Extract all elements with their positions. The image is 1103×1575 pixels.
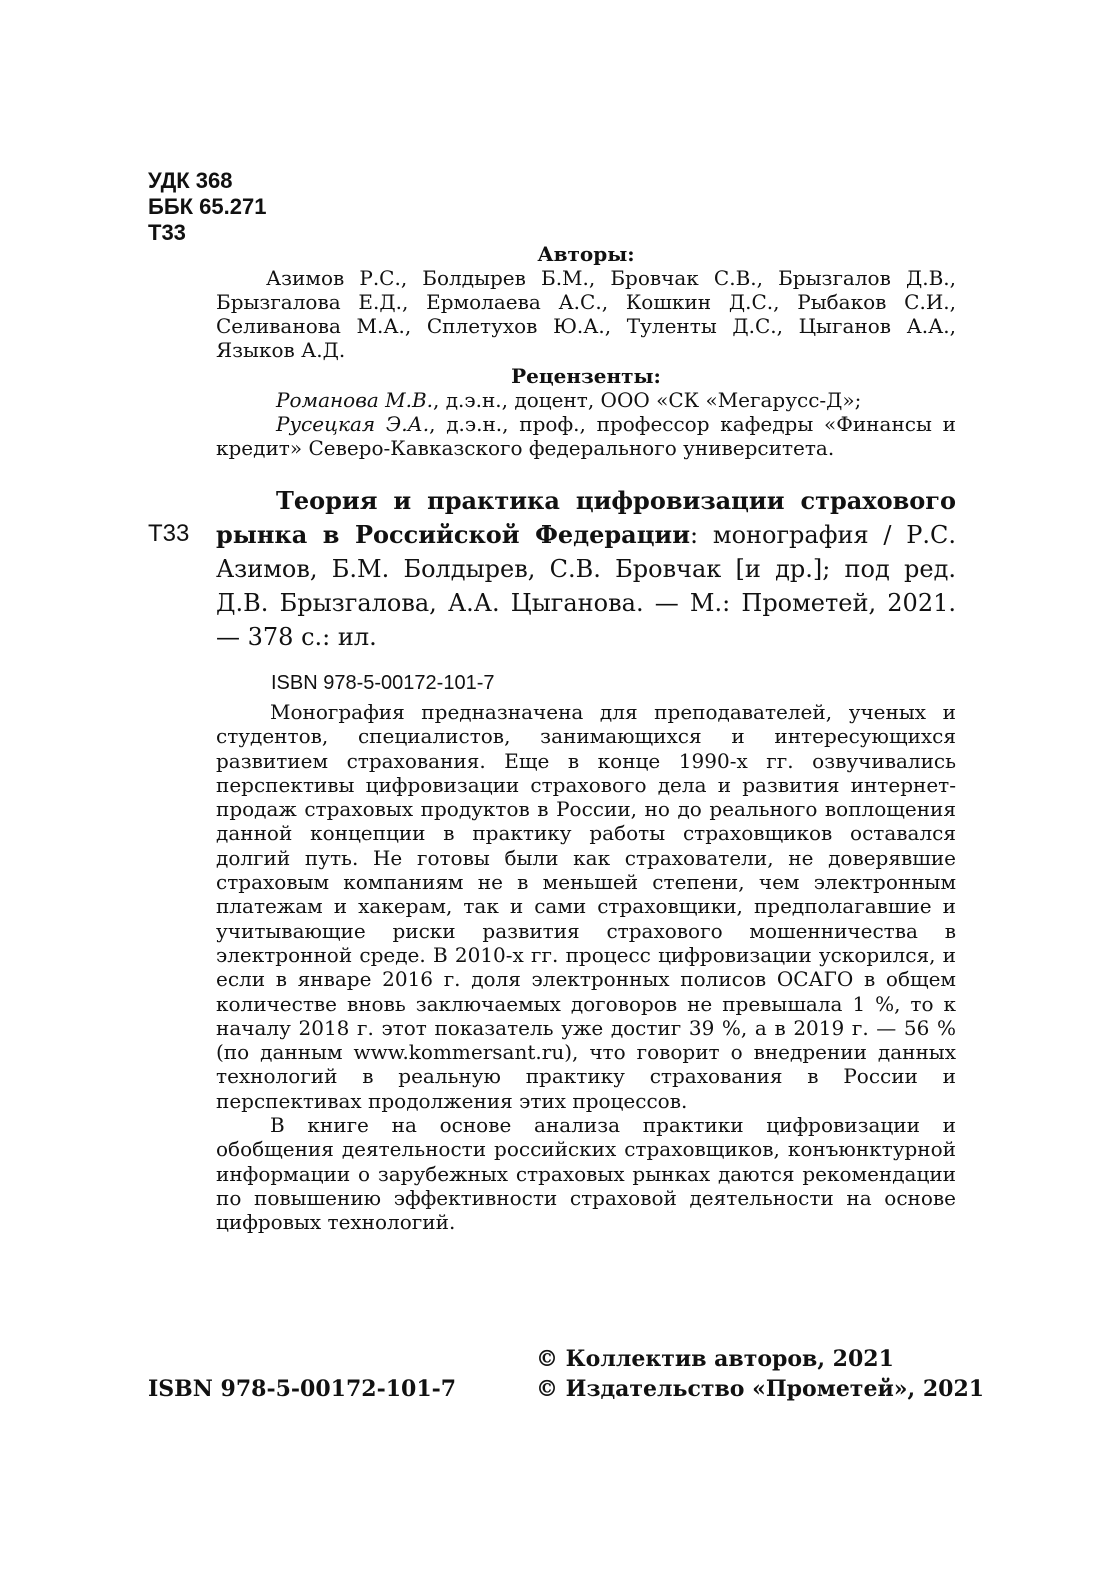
reviewers-list <box>216 388 956 460</box>
bibliographic-details: : монография / Р.С. Азимов, Б.М. Болдырев, С.В. Бровчак [и др.]; под ред. Д.В. Брызгалова, А.А. Цыганова. — М.: Прометей, 2021. — 378 с.: ил. <box>216 521 957 651</box>
reviewer-entry <box>216 388 956 412</box>
reviewer-details: , д.э.н., доцент, ООО «СК «Мегарусс-Д»; <box>433 388 862 412</box>
copyright-publisher: © Издательство «Прометей», 2021 <box>536 1376 985 1402</box>
isbn-record: ISBN 978-5-00172-101-7 <box>271 672 495 694</box>
reviewer-entry <box>216 412 956 460</box>
copyright-authors: © Коллектив авторов, 2021 <box>536 1346 894 1372</box>
udk-code: УДК 368 <box>148 168 233 193</box>
abstract-paragraph: Монография предназначена для преподавателей, ученых и студентов, специалистов, занимающихся и интересующихся развитием страхования. Еще в конце 1990-х гг. озвучивались перспективы цифровизации страхового дела и развития интернет-продаж страховых продуктов в России, но до реального воплощения данной концепции в практику работы страховщиков оставался долгий путь. Не готовы были как страхователи, не доверявшие страховым компаниям не в меньшей степени, чем электронным платежам и хакерам, так и сами страховщики, предполагавшие и учитывающие риски развития страхового мошенничества в электронной среде. В 2010-х гг. процесс цифровизации ускорился, и если в январе 2016 г. доля электронных полисов ОСАГО в общем количестве вновь заключаемых договоров не превышала 1 %, то к началу 2018 г. этот показатель уже достиг 39 %, а в 2019 г. — 56 % (по данным www.kommersant.ru), что говорит о внедрении данных технологий в реальную практику страхования в России и перспективах продолжения этих процессов. <box>216 700 956 1113</box>
abstract-paragraph: В книге на основе анализа практики цифровизации и обобщения деятельности российских страховщиков, конъюнктурной информации о зарубежных страховых рынках даются рекомендации по повышению эффективности страховой деятельности на основе цифровых технологий. <box>216 1113 956 1235</box>
book-title: Теория и практика цифровизации страхового рынка в Российской Федерации <box>216 486 956 549</box>
author-mark: Т33 <box>148 220 186 245</box>
copyright-block <box>536 1344 984 1404</box>
authors-heading: Авторы: <box>537 242 635 266</box>
reviewer-details: , д.э.н., проф., профессор кафедры «Финансы и кредит» Северо-Кавказского федерального университета. <box>216 412 956 460</box>
authors-list <box>216 266 956 362</box>
abstract <box>216 700 956 1235</box>
reviewer-name: Романова М.В. <box>276 388 434 412</box>
bibliography-code: Т33 <box>148 520 190 547</box>
bbk-code: ББК 65.271 <box>148 194 267 219</box>
isbn-footer: ISBN 978-5-00172-101-7 <box>148 1376 457 1402</box>
reviewers-heading: Рецензенты: <box>511 364 661 388</box>
authors-text: Азимов Р.С., Болдырев Б.М., Бровчак С.В., Брызгалов Д.В., Брызгалова Е.Д., Ермолаева А.С., Кошкин Д.С., Рыбаков С.И., Селиванова М.А., Сплетухов Ю.А., Туленты Д.С., Цыганов А.А., Языков А.Д. <box>216 266 956 362</box>
classification-codes <box>148 168 266 246</box>
bibliographic-record <box>216 484 956 654</box>
reviewer-name: Русецкая Э.А. <box>276 412 430 436</box>
